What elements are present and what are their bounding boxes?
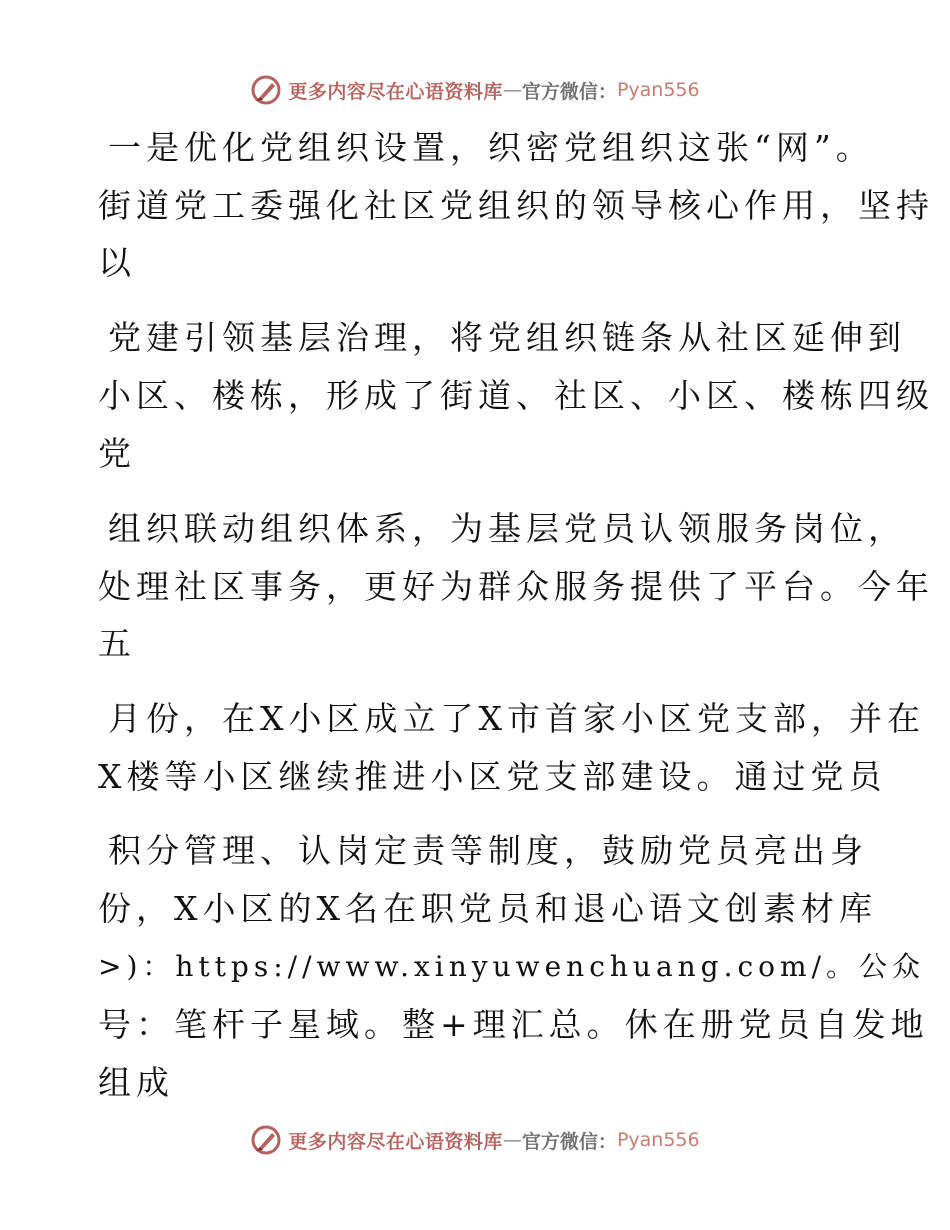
text-line: 党建引领基层治理，将党组织链条从社区延伸到 <box>108 318 906 357</box>
banner-wechat-label: 官方微信： <box>521 1130 617 1153</box>
text-line: 五 <box>98 624 136 663</box>
banner-separator: — <box>502 1129 522 1151</box>
text-line: 月份，在X小区成立了X市首家小区党支部，并在 <box>108 699 925 738</box>
text-line: 一是优化党组织设置，织密党组织这张“网”。 <box>108 128 874 167</box>
text-line: 小区、楼栋，形成了街道、社区、小区、楼栋四级 <box>98 376 934 415</box>
banner-wechat-label: 官方微信： <box>521 80 617 103</box>
pen-logo-icon <box>250 1124 282 1156</box>
text-line: 组成 <box>98 1063 174 1102</box>
text-line: 以 <box>98 243 136 282</box>
text-line: X楼等小区继续推进小区党支部建设。通过党员 <box>98 757 887 796</box>
footer-banner <box>0 1120 950 1160</box>
text-line: >)：https://www.xinyuwenchuang.com/。公众 <box>98 950 926 983</box>
text-line: 党 <box>98 434 136 473</box>
banner-text: 更多内容尽在心语资料库 <box>288 1130 503 1153</box>
text-line: 处理社区事务，更好为群众服务提供了平台。今年 <box>98 567 934 606</box>
banner-wechat-id: Pyan556 <box>616 79 700 101</box>
text-line: 组织联动组织体系，为基层党员认领服务岗位， <box>108 509 906 548</box>
banner-wechat-id: Pyan556 <box>616 1129 700 1151</box>
banner-text: 更多内容尽在心语资料库 <box>288 80 503 103</box>
text-line: 街道党工委强化社区党组织的领导核心作用，坚持 <box>98 186 934 225</box>
banner-separator: — <box>502 79 522 101</box>
pen-logo-icon <box>250 74 282 106</box>
header-banner <box>0 70 950 110</box>
text-line: 份，X小区的X名在职党员和退心语文创素材库 <box>98 889 877 928</box>
text-line: 号：笔杆子星域。整+理汇总。休在册党员自发地 <box>98 1005 929 1044</box>
text-line: 积分管理、认岗定责等制度，鼓励党员亮出身 <box>108 831 868 870</box>
